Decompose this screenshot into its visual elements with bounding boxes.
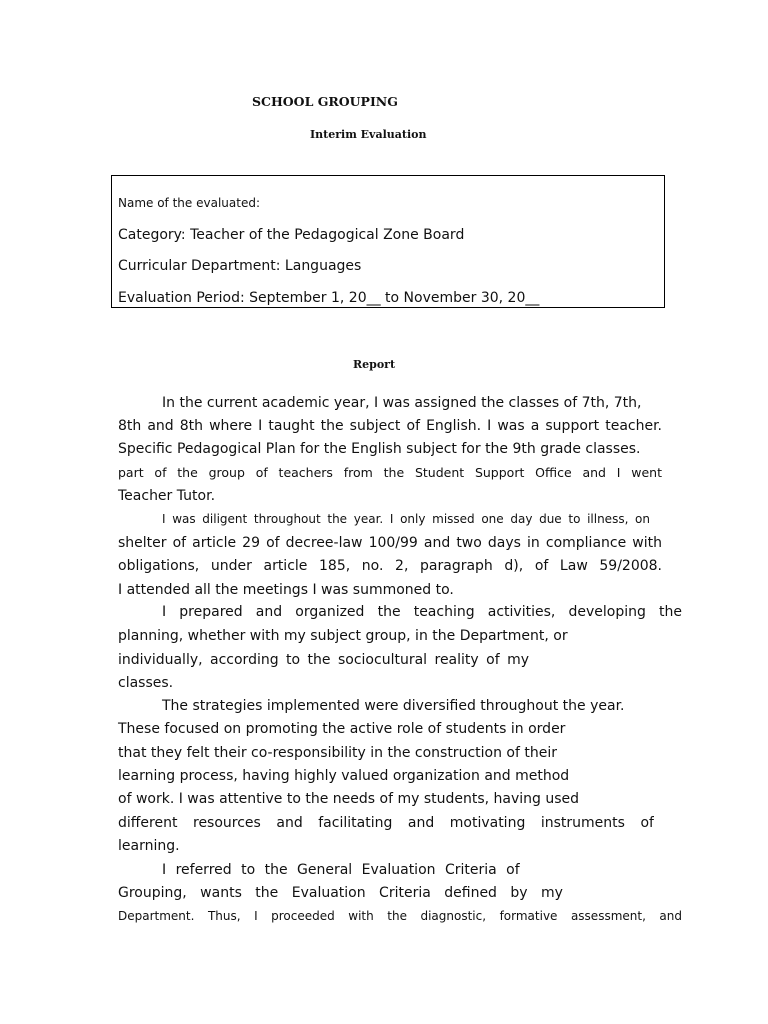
report-line: obligations, under article 185, no. 2, paragraph d), of Law 59/2008. xyxy=(118,558,662,574)
evaluated-info-box xyxy=(111,175,665,308)
report-line: Grouping, wants the Evaluation Criteria defined by my xyxy=(118,885,563,901)
document-title: SCHOOL GROUPING xyxy=(252,94,398,109)
evaluation-period-line: Evaluation Period: September 1, 20__ to November 30, 20__ xyxy=(118,290,540,306)
report-line: These focused on promoting the active role of students in order xyxy=(118,721,566,737)
document-subtitle: Interim Evaluation xyxy=(310,128,427,141)
report-line: I prepared and organized the teaching activities, developing the xyxy=(162,604,682,620)
report-line: different resources and facilitating and motivating instruments of xyxy=(118,815,654,831)
report-line: learning. xyxy=(118,838,180,854)
report-line: I attended all the meetings I was summoned to. xyxy=(118,582,454,598)
report-line: I was diligent throughout the year. I only missed one day due to illness, on xyxy=(162,512,650,526)
report-line: part of the group of teachers from the Student Support Office and I went xyxy=(118,465,662,480)
report-line: Department. Thus, I proceeded with the diagnostic, formative assessment, and xyxy=(118,909,682,923)
report-line: 8th and 8th where I taught the subject of English. I was a support teacher. xyxy=(118,418,662,434)
report-line: Specific Pedagogical Plan for the English subject for the 9th grade classes. xyxy=(118,441,641,457)
curricular-department-line: Curricular Department: Languages xyxy=(118,258,362,274)
report-line: shelter of article 29 of decree-law 100/99 and two days in compliance with xyxy=(118,535,662,551)
report-heading: Report xyxy=(353,358,396,371)
category-line: Category: Teacher of the Pedagogical Zone Board xyxy=(118,227,465,243)
report-line: of work. I was attentive to the needs of my students, having used xyxy=(118,791,580,807)
report-line: planning, whether with my subject group, in the Department, or xyxy=(118,628,568,644)
report-line: Teacher Tutor. xyxy=(118,488,216,504)
report-line: I referred to the General Evaluation Criteria of xyxy=(162,862,520,878)
name-of-evaluated-label: Name of the evaluated: xyxy=(118,196,260,210)
report-line: that they felt their co-responsibility in the construction of their xyxy=(118,745,557,761)
report-line: The strategies implemented were diversified throughout the year. xyxy=(162,698,625,714)
report-line: learning process, having highly valued organization and method xyxy=(118,768,570,784)
report-line: classes. xyxy=(118,675,174,691)
report-line: individually, according to the sociocultural reality of my xyxy=(118,652,530,668)
report-line: In the current academic year, I was assigned the classes of 7th, 7th, xyxy=(162,395,642,411)
